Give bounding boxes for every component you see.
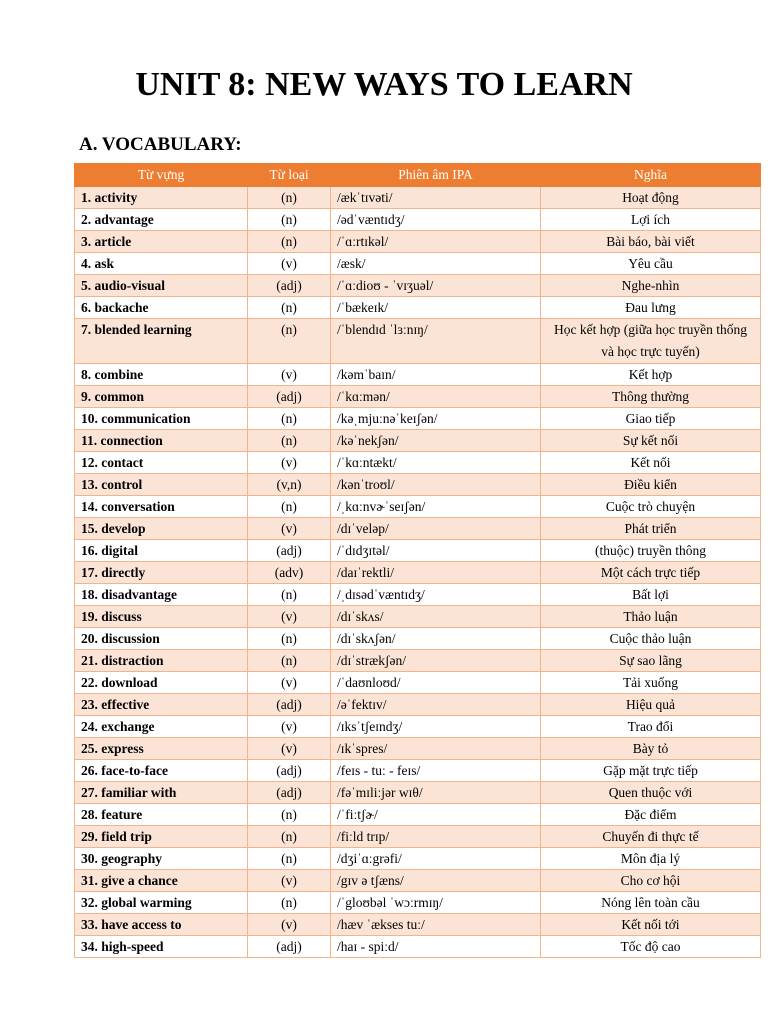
word-meaning: Kết nối tới <box>541 914 761 936</box>
ipa-transcription: /dɪˈveləp/ <box>331 518 541 540</box>
ipa-transcription: /æsk/ <box>331 253 541 275</box>
word-type: (adj) <box>248 386 331 408</box>
word-meaning: Yêu cầu <box>541 253 761 275</box>
word-type: (v) <box>248 672 331 694</box>
word-type: (n) <box>248 892 331 914</box>
table-row <box>75 540 761 562</box>
page-title: UNIT 8: NEW WAYS TO LEARN <box>135 66 633 103</box>
table-header-row <box>75 164 761 187</box>
table-row <box>75 319 761 364</box>
table-row <box>75 848 761 870</box>
ipa-transcription: /ˈɑːdioʊ - ˈvɪʒuəl/ <box>331 275 541 297</box>
word-type: (adj) <box>248 760 331 782</box>
vocab-word: 15. develop <box>75 518 248 540</box>
header-ipa: Phiên âm IPA <box>331 164 541 187</box>
table-row <box>75 297 761 319</box>
word-meaning: Bất lợi <box>541 584 761 606</box>
ipa-transcription: /ˌkɑːnvɚˈseɪʃən/ <box>331 496 541 518</box>
word-meaning: Học kết hợp (giữa học truyền thống và học trực tuyến) <box>541 319 761 364</box>
table-row <box>75 628 761 650</box>
word-type: (v) <box>248 518 331 540</box>
word-type: (adv) <box>248 562 331 584</box>
vocab-word: 23. effective <box>75 694 248 716</box>
word-meaning: Cho cơ hội <box>541 870 761 892</box>
word-type: (n) <box>248 209 331 231</box>
word-type: (v) <box>248 606 331 628</box>
ipa-transcription: /ˈkɑːmən/ <box>331 386 541 408</box>
vocab-word: 26. face-to-face <box>75 760 248 782</box>
ipa-transcription: /hæv ˈækses tuː/ <box>331 914 541 936</box>
table-row <box>75 452 761 474</box>
ipa-transcription: /ɪksˈtʃeɪndʒ/ <box>331 716 541 738</box>
table-row <box>75 804 761 826</box>
word-type: (v) <box>248 364 331 386</box>
vocab-word: 28. feature <box>75 804 248 826</box>
ipa-transcription: /ˈblendɪd ˈlɜːnɪŋ/ <box>331 319 541 364</box>
word-meaning: Cuộc thảo luận <box>541 628 761 650</box>
word-meaning: Hoạt động <box>541 187 761 209</box>
ipa-transcription: /feɪs - tuː - feɪs/ <box>331 760 541 782</box>
vocab-word: 27. familiar with <box>75 782 248 804</box>
section-heading: A. VOCABULARY: <box>79 134 242 155</box>
vocab-word: 22. download <box>75 672 248 694</box>
vocab-word: 33. have access to <box>75 914 248 936</box>
ipa-transcription: /ækˈtɪvəti/ <box>331 187 541 209</box>
word-meaning: Thảo luận <box>541 606 761 628</box>
word-meaning: Tải xuống <box>541 672 761 694</box>
vocabulary-table <box>74 163 761 958</box>
ipa-transcription: /daɪˈrektli/ <box>331 562 541 584</box>
word-type: (n) <box>248 430 331 452</box>
header-type: Từ loại <box>248 164 331 187</box>
table-row <box>75 518 761 540</box>
vocab-word: 7. blended learning <box>75 319 248 364</box>
word-meaning: Đau lưng <box>541 297 761 319</box>
table-row <box>75 870 761 892</box>
word-meaning: Cuộc trò chuyện <box>541 496 761 518</box>
ipa-transcription: /ˈdaʊnloʊd/ <box>331 672 541 694</box>
table-row <box>75 231 761 253</box>
word-type: (n) <box>248 628 331 650</box>
vocab-word: 3. article <box>75 231 248 253</box>
table-row <box>75 760 761 782</box>
word-type: (n) <box>248 231 331 253</box>
table-row <box>75 716 761 738</box>
word-meaning: Gặp mặt trực tiếp <box>541 760 761 782</box>
vocab-word: 2. advantage <box>75 209 248 231</box>
word-type: (adj) <box>248 782 331 804</box>
word-meaning: Sự kết nối <box>541 430 761 452</box>
word-meaning: Bài báo, bài viết <box>541 231 761 253</box>
table-row <box>75 936 761 958</box>
vocab-word: 31. give a chance <box>75 870 248 892</box>
ipa-transcription: /ˈgloʊbəl ˈwɔːrmɪŋ/ <box>331 892 541 914</box>
word-type: (v) <box>248 253 331 275</box>
ipa-transcription: /ədˈvæntɪdʒ/ <box>331 209 541 231</box>
word-type: (adj) <box>248 540 331 562</box>
vocab-word: 9. common <box>75 386 248 408</box>
word-type: (n) <box>248 496 331 518</box>
vocab-word: 4. ask <box>75 253 248 275</box>
word-meaning: Kết hợp <box>541 364 761 386</box>
table-row <box>75 738 761 760</box>
table-body <box>75 187 761 958</box>
vocab-word: 24. exchange <box>75 716 248 738</box>
vocab-word: 25. express <box>75 738 248 760</box>
word-meaning: Sự sao lãng <box>541 650 761 672</box>
word-type: (n) <box>248 804 331 826</box>
word-meaning: Chuyến đi thực tế <box>541 826 761 848</box>
ipa-transcription: /dʒiˈɑːgrəfi/ <box>331 848 541 870</box>
word-meaning: Nóng lên toàn cầu <box>541 892 761 914</box>
table-row <box>75 892 761 914</box>
vocab-word: 1. activity <box>75 187 248 209</box>
vocab-word: 14. conversation <box>75 496 248 518</box>
table-row <box>75 209 761 231</box>
word-meaning: Đặc điểm <box>541 804 761 826</box>
word-meaning: Nghe-nhìn <box>541 275 761 297</box>
ipa-transcription: /əˈfektɪv/ <box>331 694 541 716</box>
word-meaning: Một cách trực tiếp <box>541 562 761 584</box>
word-type: (v) <box>248 914 331 936</box>
table-row <box>75 584 761 606</box>
ipa-transcription: /fiːld trɪp/ <box>331 826 541 848</box>
table-row <box>75 606 761 628</box>
word-meaning: Tốc độ cao <box>541 936 761 958</box>
word-meaning: Thông thường <box>541 386 761 408</box>
ipa-transcription: /haɪ - spiːd/ <box>331 936 541 958</box>
vocab-word: 29. field trip <box>75 826 248 848</box>
table-row <box>75 496 761 518</box>
table-row <box>75 914 761 936</box>
vocab-word: 6. backache <box>75 297 248 319</box>
ipa-transcription: /ˌdɪsədˈvæntɪdʒ/ <box>331 584 541 606</box>
ipa-transcription: /gɪv ə tʃæns/ <box>331 870 541 892</box>
word-meaning: Giao tiếp <box>541 408 761 430</box>
vocab-word: 21. distraction <box>75 650 248 672</box>
word-meaning: Bày tỏ <box>541 738 761 760</box>
word-type: (adj) <box>248 936 331 958</box>
word-type: (adj) <box>248 694 331 716</box>
vocab-word: 18. disadvantage <box>75 584 248 606</box>
word-type: (n) <box>248 187 331 209</box>
header-word: Từ vựng <box>75 164 248 187</box>
table-row <box>75 650 761 672</box>
table-row <box>75 562 761 584</box>
ipa-transcription: /kənˈtroʊl/ <box>331 474 541 496</box>
word-type: (n) <box>248 297 331 319</box>
table-row <box>75 364 761 386</box>
vocab-word: 17. directly <box>75 562 248 584</box>
word-type: (n) <box>248 848 331 870</box>
ipa-transcription: /kəmˈbaɪn/ <box>331 364 541 386</box>
ipa-transcription: /ˈɑːrtɪkəl/ <box>331 231 541 253</box>
ipa-transcription: /dɪˈstrækʃən/ <box>331 650 541 672</box>
ipa-transcription: /ˈfiːtʃɚ/ <box>331 804 541 826</box>
vocab-word: 12. contact <box>75 452 248 474</box>
table-row <box>75 253 761 275</box>
word-type: (n) <box>248 319 331 364</box>
word-meaning: (thuộc) truyền thông <box>541 540 761 562</box>
word-meaning: Hiệu quả <box>541 694 761 716</box>
vocab-word: 8. combine <box>75 364 248 386</box>
vocab-word: 30. geography <box>75 848 248 870</box>
vocab-word: 19. discuss <box>75 606 248 628</box>
ipa-transcription: /ˈbækeɪk/ <box>331 297 541 319</box>
ipa-transcription: /kəˈnekʃən/ <box>331 430 541 452</box>
vocab-word: 32. global warming <box>75 892 248 914</box>
ipa-transcription: /dɪˈskʌs/ <box>331 606 541 628</box>
word-type: (adj) <box>248 275 331 297</box>
ipa-transcription: /ˈdɪdʒɪtəl/ <box>331 540 541 562</box>
table-row <box>75 672 761 694</box>
word-type: (n) <box>248 408 331 430</box>
ipa-transcription: /ˈkɑːntækt/ <box>331 452 541 474</box>
vocab-word: 20. discussion <box>75 628 248 650</box>
ipa-transcription: /fəˈmɪliːjər wɪθ/ <box>331 782 541 804</box>
header-meaning: Nghĩa <box>541 164 761 187</box>
word-meaning: Lợi ích <box>541 209 761 231</box>
table-row <box>75 782 761 804</box>
vocab-word: 11. connection <box>75 430 248 452</box>
word-type: (v) <box>248 738 331 760</box>
table-row <box>75 474 761 496</box>
table-row <box>75 275 761 297</box>
table-row <box>75 187 761 209</box>
word-type: (v) <box>248 716 331 738</box>
vocab-word: 13. control <box>75 474 248 496</box>
word-meaning: Trao đổi <box>541 716 761 738</box>
vocab-word: 34. high-speed <box>75 936 248 958</box>
ipa-transcription: /ɪkˈspres/ <box>331 738 541 760</box>
vocab-word: 5. audio-visual <box>75 275 248 297</box>
word-type: (n) <box>248 584 331 606</box>
word-meaning: Môn địa lý <box>541 848 761 870</box>
word-type: (n) <box>248 650 331 672</box>
word-meaning: Quen thuộc với <box>541 782 761 804</box>
vocab-word: 16. digital <box>75 540 248 562</box>
word-meaning: Điều kiển <box>541 474 761 496</box>
word-meaning: Kết nối <box>541 452 761 474</box>
word-type: (v) <box>248 452 331 474</box>
ipa-transcription: /dɪˈskʌʃən/ <box>331 628 541 650</box>
table-row <box>75 386 761 408</box>
word-type: (v) <box>248 870 331 892</box>
table-row <box>75 408 761 430</box>
word-meaning: Phát triển <box>541 518 761 540</box>
word-type: (v,n) <box>248 474 331 496</box>
ipa-transcription: /kəˌmjuːnəˈkeɪʃən/ <box>331 408 541 430</box>
table-row <box>75 826 761 848</box>
table-row <box>75 430 761 452</box>
table-row <box>75 694 761 716</box>
vocab-word: 10. communication <box>75 408 248 430</box>
word-type: (n) <box>248 826 331 848</box>
